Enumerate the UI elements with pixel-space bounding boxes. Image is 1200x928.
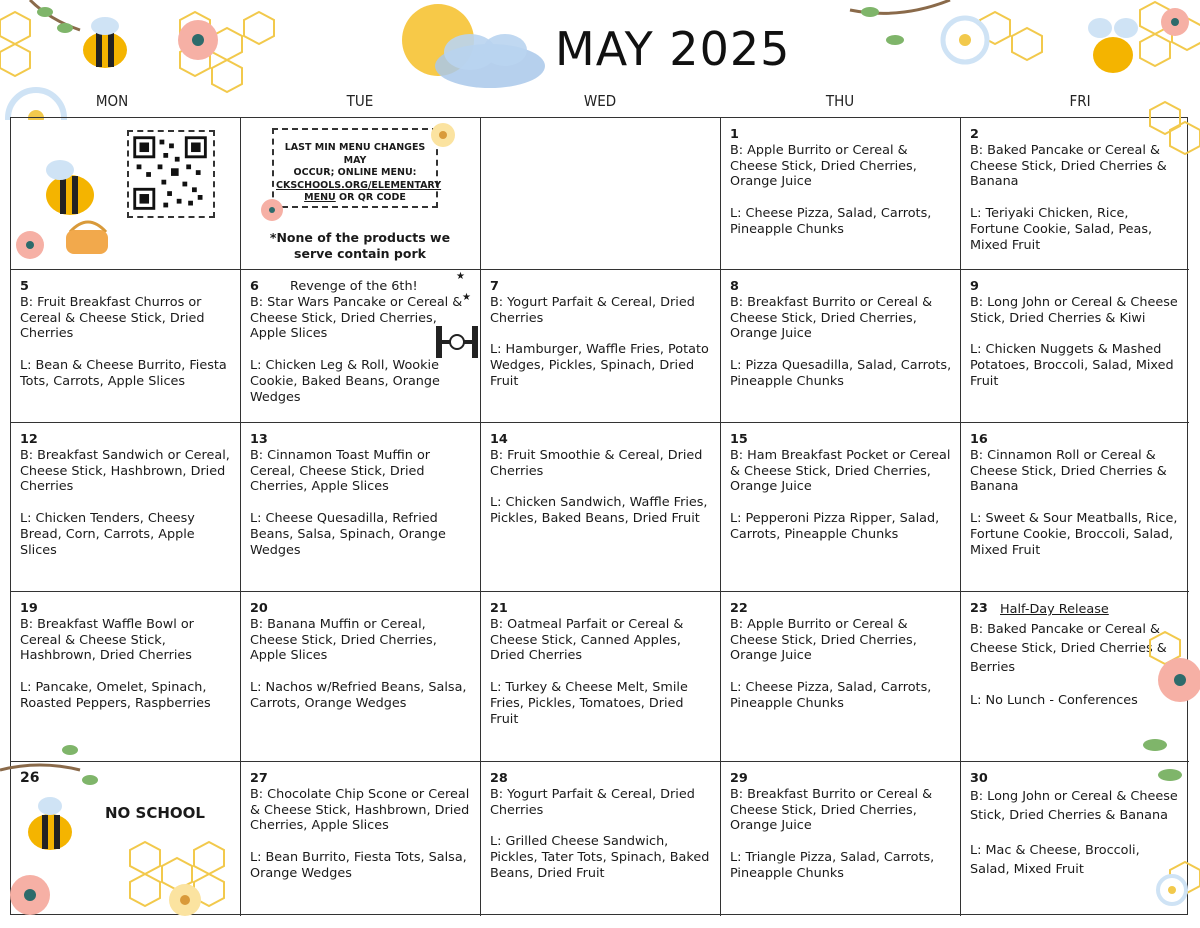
lunch-menu: L: Sweet & Sour Meatballs, Rice, Fortune Cookie, Broccoli, Salad, Mixed Fruit <box>970 511 1178 558</box>
lunch-menu: L: Pancake, Omelet, Spinach, Roasted Peppers, Raspberries <box>20 680 211 711</box>
flower-icon <box>258 196 286 224</box>
calendar-cell <box>961 270 1189 423</box>
weekday-tue: TUE <box>346 92 374 110</box>
lunch-menu: L: Pizza Quesadilla, Salad, Carrots, Pineapple Chunks <box>730 358 952 389</box>
half-day-release-label: Half-Day Release <box>1000 602 1109 617</box>
calendar-cell <box>721 270 961 423</box>
day-number: 30 <box>970 771 988 786</box>
lunch-menu: L: Teriyaki Chicken, Rice, Fortune Cookie, Salad, Peas, Mixed Fruit <box>970 206 1153 253</box>
breakfast-menu: B: Long John or Cereal & Cheese Stick, Dried Cherries & Banana <box>970 788 1178 823</box>
bee-icon <box>1088 18 1138 73</box>
breakfast-menu: B: Breakfast Waffle Bowl or Cereal & Cheese Stick, Hashbrown, Dried Cherries <box>20 616 194 664</box>
calendar-cell <box>481 762 721 916</box>
flower-icon <box>10 875 50 915</box>
day-number: 9 <box>970 279 979 294</box>
breakfast-menu: B: Yogurt Parfait & Cereal, Dried Cherries <box>490 786 695 818</box>
day-number: 8 <box>730 279 739 294</box>
page-title: MAY 2025 <box>555 22 791 76</box>
calendar-cell <box>481 423 721 592</box>
calendar-cell <box>11 592 241 762</box>
day-number: 2 <box>970 127 979 142</box>
breakfast-menu: B: Breakfast Burrito or Cereal & Cheese Stick, Dried Cherries, Orange Juice <box>730 294 933 342</box>
breakfast-menu: B: Ham Breakfast Pocket or Cereal & Cheese Stick, Dried Cherries, Orange Juice <box>730 447 951 495</box>
flower-icon <box>1158 876 1186 904</box>
calendar-cell <box>721 118 961 270</box>
breakfast-menu: B: Long John or Cereal & Cheese Stick, Dried Cherries & Kiwi <box>970 294 1178 326</box>
bee-icon <box>46 160 94 215</box>
lunch-menu: L: Chicken Sandwich, Waffle Fries, Pickles, Baked Beans, Dried Fruit <box>490 495 708 527</box>
calendar-cell <box>721 423 961 592</box>
day-number: 21 <box>490 601 508 616</box>
breakfast-menu: B: Breakfast Burrito or Cereal & Cheese Stick, Dried Cherries, Orange Juice <box>730 786 933 834</box>
day-number: 7 <box>490 279 499 294</box>
lunch-menu: L: Grilled Cheese Sandwich, Pickles, Tater Tots, Spinach, Baked Beans, Dried Fruit <box>490 834 710 881</box>
day-number: 1 <box>730 127 739 142</box>
star-icon: ★ <box>462 292 471 303</box>
lunch-menu: L: Hamburger, Waffle Fries, Potato Wedges, Pickles, Spinach, Dried Fruit <box>490 342 709 389</box>
breakfast-menu: B: Apple Burrito or Cereal & Cheese Stick, Dried Cherries, Orange Juice <box>730 616 917 664</box>
flower-icon <box>169 884 201 916</box>
flower-icon <box>428 120 458 150</box>
breakfast-menu: B: Oatmeal Parfait or Cereal & Cheese Stick, Canned Apples, Dried Cherries <box>490 616 684 664</box>
notice-line2: OCCUR; ONLINE MENU: <box>293 167 417 178</box>
flower-icon <box>16 231 44 259</box>
breakfast-menu: B: Fruit Breakfast Churros or Cereal & Cheese Stick, Dried Cherries <box>20 294 205 342</box>
day-number: 27 <box>250 771 268 786</box>
day-number: 28 <box>490 771 508 786</box>
lunch-menu: L: Cheese Pizza, Salad, Carrots, Pineapple Chunks <box>730 206 932 237</box>
breakfast-menu: B: Yogurt Parfait & Cereal, Dried Cherries <box>490 294 695 326</box>
breakfast-menu: B: Breakfast Sandwich or Cereal, Cheese Stick, Hashbrown, Dried Cherries <box>20 447 230 495</box>
menu-link[interactable]: CKSCHOOLS.ORG/ELEMENTARY <box>276 179 442 191</box>
flower-icon <box>1161 8 1189 36</box>
tie-fighter-icon <box>434 322 480 362</box>
weekday-thu: THU <box>825 92 855 110</box>
calendar-cell <box>241 423 481 592</box>
star-icon: ★ <box>456 271 465 282</box>
breakfast-menu: B: Banana Muffin or Cereal, Cheese Stick, Dried Cherries, Apple Slices <box>250 616 437 664</box>
lunch-menu: L: Chicken Leg & Roll, Wookie Cookie, Baked Beans, Orange Wedges <box>250 358 440 405</box>
lunch-menu: L: Pepperoni Pizza Ripper, Salad, Carrots, Pineapple Chunks <box>730 511 940 542</box>
no-school-label: NO SCHOOL <box>105 804 205 822</box>
revenge-of-the-6th-label: Revenge of the 6th! <box>290 279 418 294</box>
lunch-menu: L: Bean & Cheese Burrito, Fiesta Tots, Carrots, Apple Slices <box>20 358 227 389</box>
flower-icon <box>178 20 218 60</box>
flower-icon <box>1158 658 1200 702</box>
calendar-cell <box>241 592 481 762</box>
notice-line1: LAST MIN MENU CHANGES MAY <box>284 142 426 166</box>
lunch-menu: L: Bean Burrito, Fiesta Tots, Salsa, Orange Wedges <box>250 850 467 881</box>
breakfast-menu: B: Fruit Smoothie & Cereal, Dried Cherries <box>490 447 703 479</box>
day-number: 5 <box>20 279 29 294</box>
lunch-menu: L: Turkey & Cheese Melt, Smile Fries, Pickles, Tomatoes, Dried Fruit <box>490 680 688 727</box>
calendar-cell <box>481 118 721 270</box>
day-number: 15 <box>730 432 748 447</box>
weekday-wed: WED <box>583 92 617 110</box>
lunch-menu: L: Nachos w/Refried Beans, Salsa, Carrots, Orange Wedges <box>250 680 467 711</box>
breakfast-menu: B: Baked Pancake or Cereal & Cheese Stick, Dried Cherries & Banana <box>970 142 1167 190</box>
day-number: 12 <box>20 432 38 447</box>
flower-icon <box>943 18 987 62</box>
breakfast-menu: B: Star Wars Pancake or Cereal & Cheese Stick, Dried Cherries, Apple Slices <box>250 294 463 342</box>
day-number: 26 <box>20 770 40 786</box>
day-number: 14 <box>490 432 508 447</box>
day-number: 29 <box>730 771 748 786</box>
honeycomb-decoration <box>1130 100 1200 160</box>
lunch-menu: L: Triangle Pizza, Salad, Carrots, Pineapple Chunks <box>730 850 935 881</box>
lunch-menu: L: No Lunch - Conferences <box>970 692 1138 708</box>
breakfast-menu: B: Apple Burrito or Cereal & Cheese Stick, Dried Cherries, Orange Juice <box>730 142 917 190</box>
calendar-cell <box>11 270 241 423</box>
breakfast-menu: B: Baked Pancake or Cereal & Cheese Stick, Dried Cherries & Berries <box>970 621 1167 675</box>
weekday-mon: MON <box>95 92 129 110</box>
day-number: 22 <box>730 601 748 616</box>
breakfast-menu: B: Chocolate Chip Scone or Cereal & Cheese Stick, Hashbrown, Dried Cherries, Apple Slices <box>250 786 470 834</box>
bottom-left-decoration <box>0 740 240 920</box>
calendar-cell <box>481 592 721 762</box>
pork-notice: *None of the products we serve contain pork <box>269 230 451 261</box>
calendar-cell <box>481 270 721 423</box>
lunch-menu: L: Cheese Pizza, Salad, Carrots, Pineapple Chunks <box>730 680 932 711</box>
breakfast-menu: B: Cinnamon Roll or Cereal & Cheese Stick, Dried Cherries & Banana <box>970 447 1167 495</box>
calendar-cell <box>721 592 961 762</box>
menu-link-continued[interactable]: MENU <box>304 192 336 203</box>
bee-icon <box>28 797 72 850</box>
calendar-cell <box>241 762 481 916</box>
calendar-cell <box>961 423 1189 592</box>
lunch-menu: L: Cheese Quesadilla, Refried Beans, Salsa, Spinach, Orange Wedges <box>250 511 446 558</box>
lunch-menu: L: Chicken Nuggets & Mashed Potatoes, Broccoli, Salad, Mixed Fruit <box>970 342 1174 389</box>
day-number: 16 <box>970 432 988 447</box>
calendar-cell <box>721 762 961 916</box>
right-side-decoration <box>1140 600 1200 920</box>
weekday-fri: FRI <box>1069 92 1091 110</box>
notice-line3: OR QR CODE <box>335 192 406 203</box>
qr-code-icon[interactable] <box>127 130 215 218</box>
day-number: 20 <box>250 601 268 616</box>
day-number: 19 <box>20 601 38 616</box>
menu-change-notice <box>272 128 442 208</box>
day-number: 23 <box>970 601 988 616</box>
day-number: 13 <box>250 432 268 447</box>
bee-basket-decoration <box>0 120 110 270</box>
calendar-cell <box>11 423 241 592</box>
breakfast-menu: B: Cinnamon Toast Muffin or Cereal, Cheese Stick, Dried Cherries, Apple Slices <box>250 447 431 495</box>
lunch-menu: L: Mac & Cheese, Broccoli, Salad, Mixed Fruit <box>970 842 1140 877</box>
bee-icon <box>83 17 127 68</box>
lunch-menu: L: Chicken Tenders, Cheesy Bread, Corn, Carrots, Apple Slices <box>20 511 195 558</box>
day-number: 6 <box>250 279 259 294</box>
basket-icon <box>66 222 108 254</box>
